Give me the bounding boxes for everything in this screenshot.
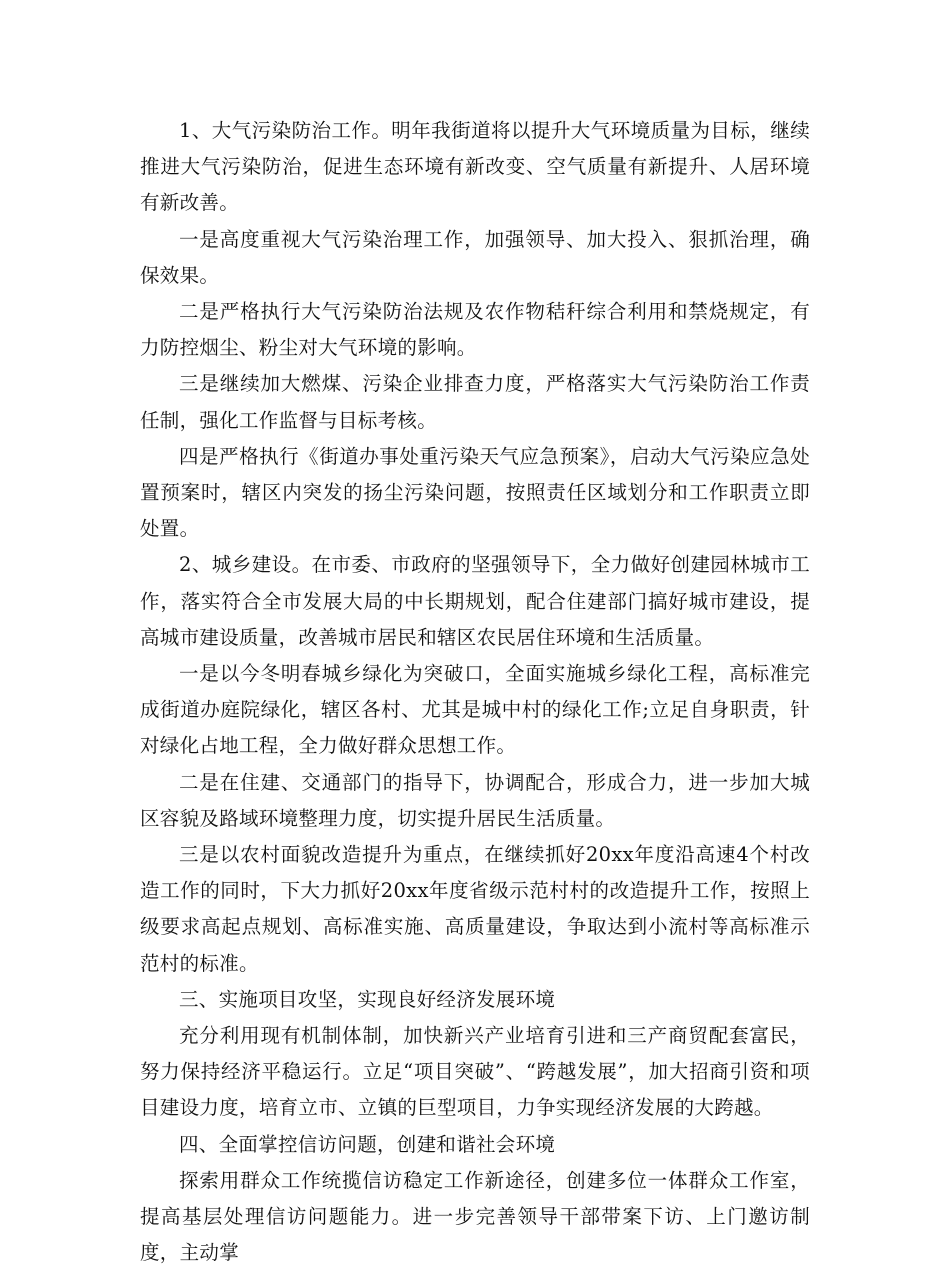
paragraph-petitions: 探索用群众工作统揽信访稳定工作新途径，创建多位一体群众工作室，提高基层处理信访问题能力。进一步完善领导干部带案下访、上门邀访制度，主动掌 [140, 1168, 810, 1265]
paragraph-item-1: 一是高度重视大气污染治理工作，加强领导、加大投入、狠抓治理，确保效果。 [140, 227, 810, 287]
paragraph-urban-rural: 2、城乡建设。在市委、市政府的坚强领导下，全力做好创建园林城市工作，落实符合全市发展大局的中长期规划，配合住建部门搞好城市建设，提高城市建设质量，改善城市居民和辖区农民居住环境和生活质量。 [140, 553, 810, 649]
paragraph-item-3: 三是以农村面貌改造提升为重点，在继续抓好20xx年度沿高速4个村改造工作的同时，下大力抓好20xx年度省级示范村村的改造提升工作，按照上级要求高起点规划、高标准实施、高质量建设，争取达到小流村等高标准示范村的标准。 [140, 843, 810, 975]
paragraph-item-2: 二是严格执行大气污染防治法规及农作物秸秆综合利用和禁烧规定，有力防控烟尘、粉尘对大气环境的影响。 [140, 300, 810, 360]
paragraph-item-1: 一是以今冬明春城乡绿化为突破口，全面实施城乡绿化工程，高标准完成街道办庭院绿化，辖区各村、尤其是城中村的绿化工作;立足自身职责，针对绿化占地工程，全力做好群众思想工作。 [140, 662, 810, 758]
paragraph-item-4: 四是严格执行《街道办事处重污染天气应急预案》，启动大气污染应急处置预案时，辖区内突发的扬尘污染问题，按照责任区域划分和工作职责立即处置。 [140, 444, 810, 541]
section-heading-petitions: 四、全面掌控信访问题，创建和谐社会环境 [179, 1132, 556, 1156]
paragraph-air-pollution: 1、大气污染防治工作。明年我街道将以提升大气环境质量为目标，继续推进大气污染防治，促进生态环境有新改变、空气质量有新提升、人居环境有新改善。 [140, 119, 810, 215]
document-body [140, 113, 810, 1272]
paragraph-item-3: 三是继续加大燃煤、污染企业排查力度，严格落实大气污染防治工作责任制，强化工作监督与目标考核。 [140, 372, 810, 432]
paragraph-item-2: 二是在住建、交通部门的指导下，协调配合，形成合力，进一步加大城区容貌及路域环境整理力度，切实提升居民生活质量。 [140, 770, 810, 830]
paragraph-projects: 充分利用现有机制体制，加快新兴产业培育引进和三产商贸配套富民，努力保持经济平稳运行。立足“项目突破”、“跨越发展”，加大招商引资和项目建设力度，培育立市、立镇的巨型项目，力争实现经济发展的大跨越。 [140, 1024, 810, 1120]
section-heading-projects: 三、实施项目攻坚，实现良好经济发展环境 [179, 987, 556, 1011]
